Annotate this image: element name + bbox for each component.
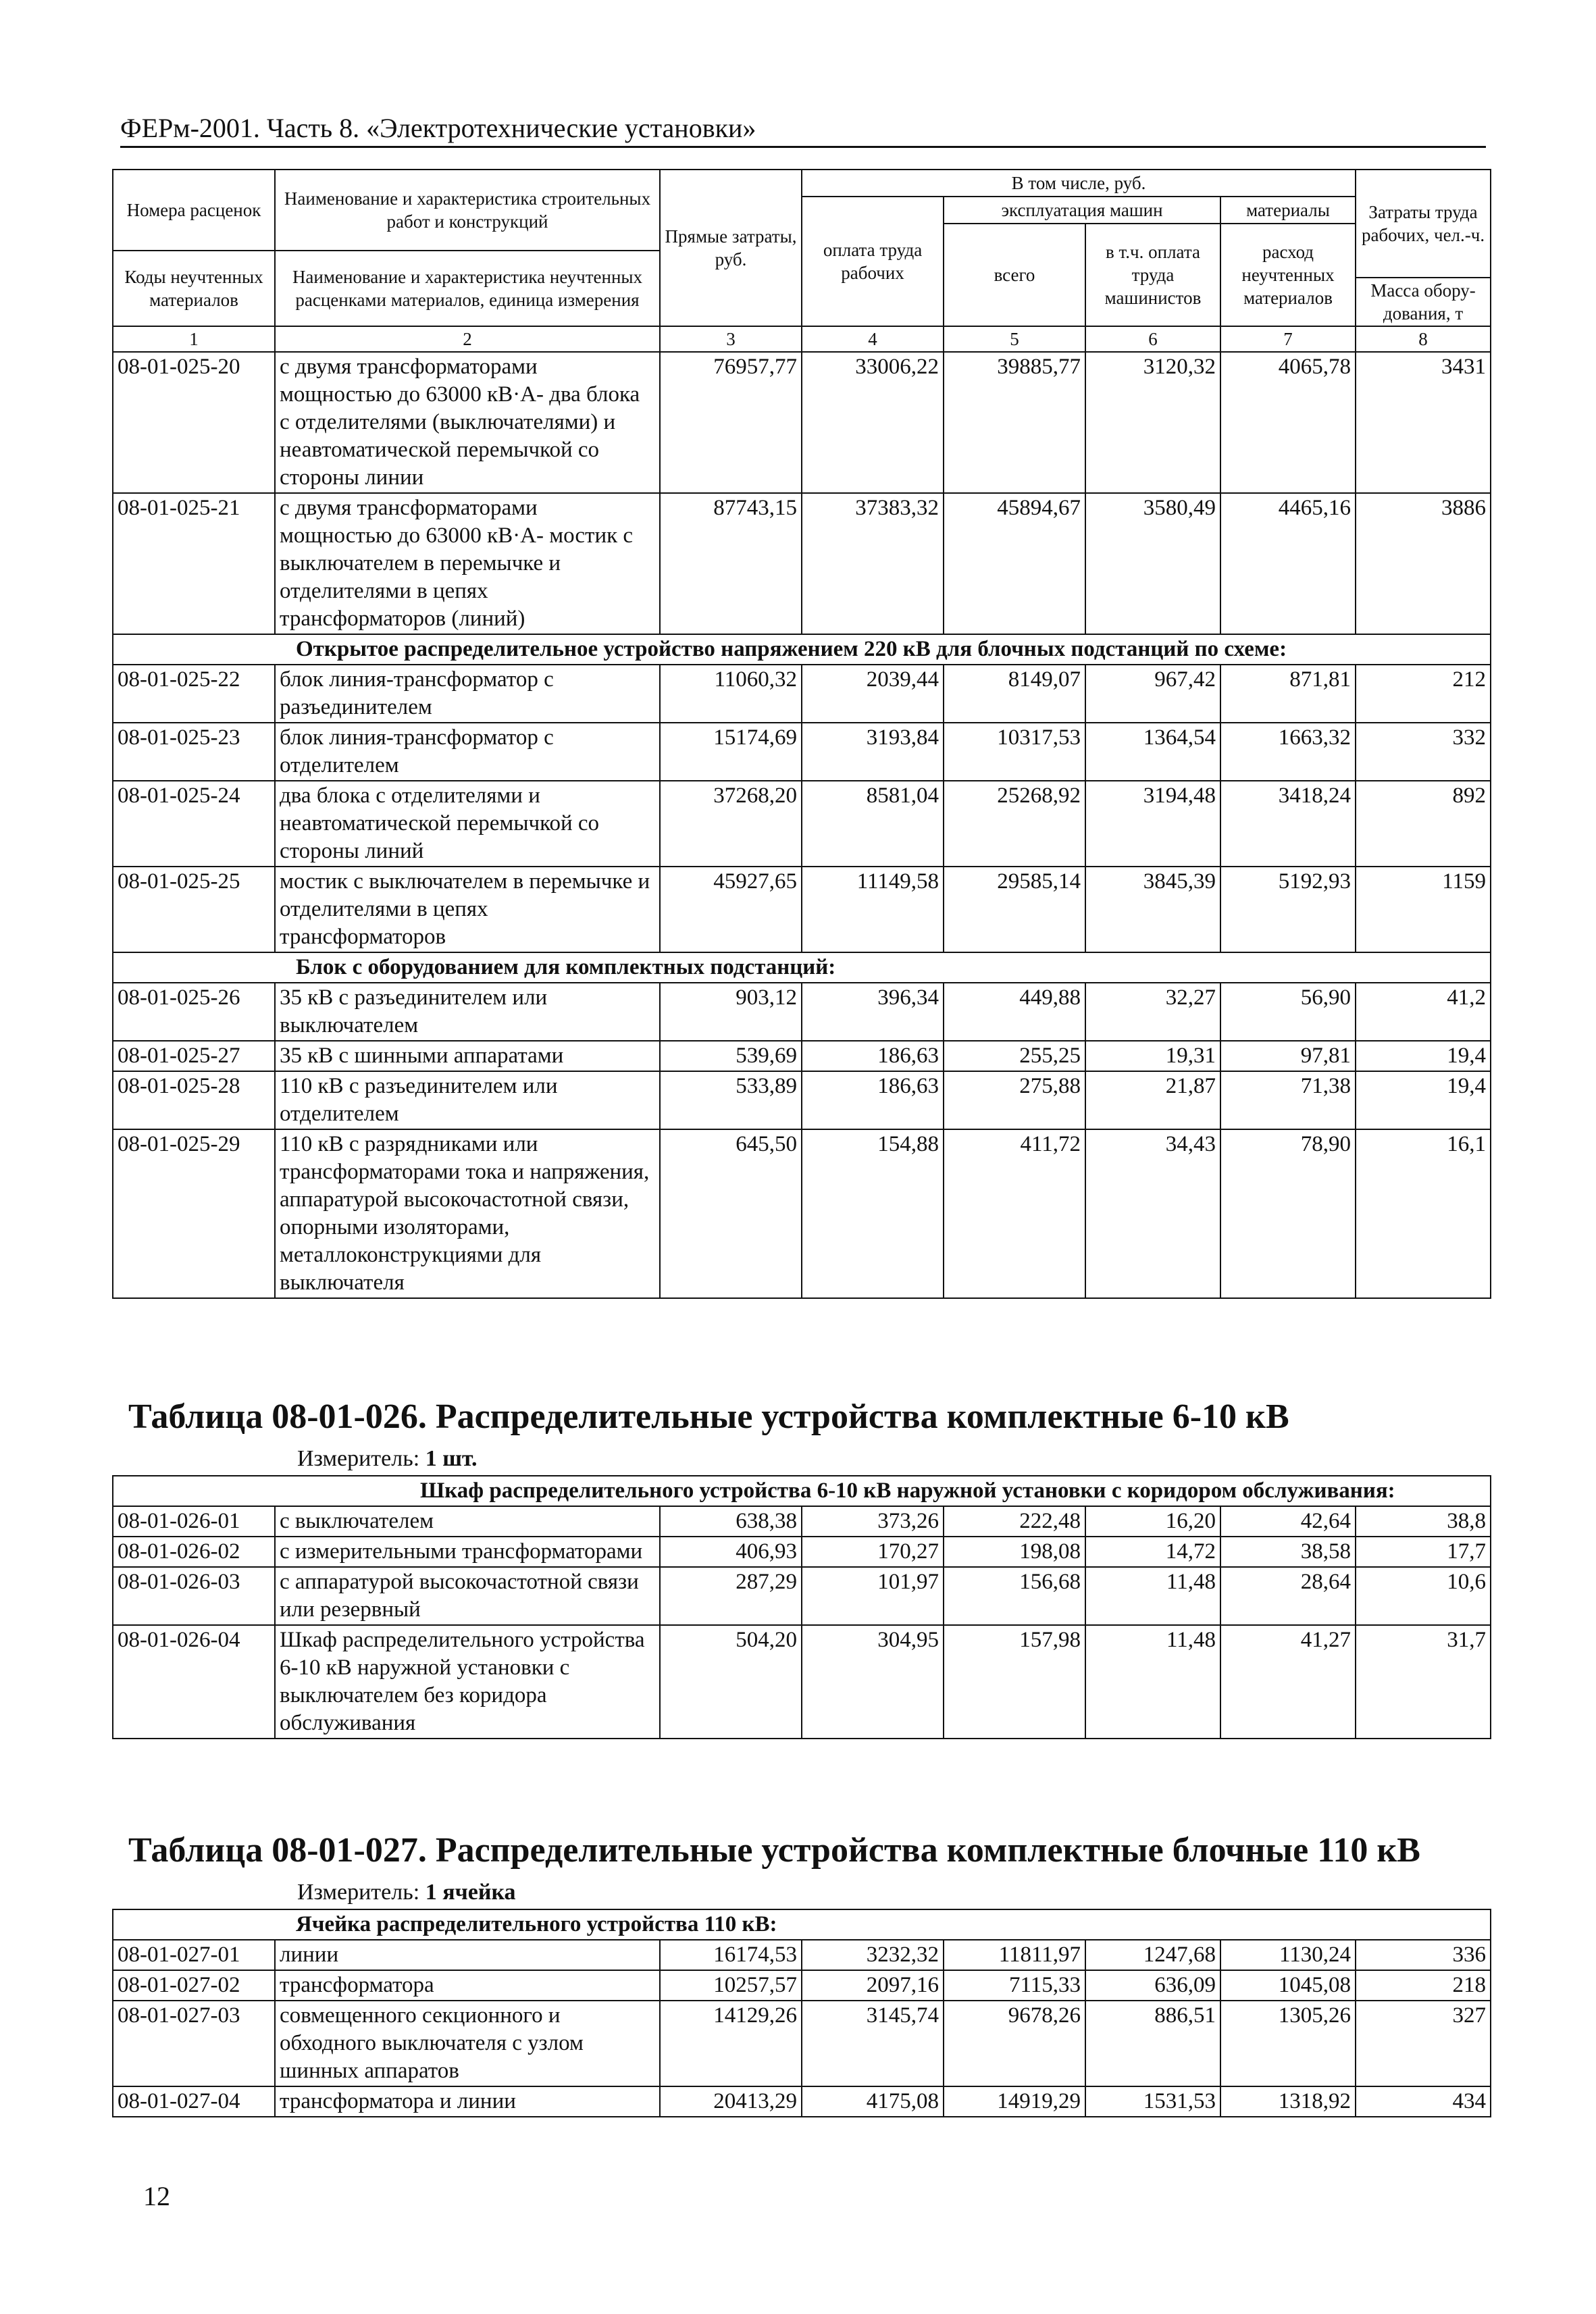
materials: 1045,08 (1220, 1970, 1356, 2001)
machines-total: 29585,14 (944, 867, 1085, 952)
machines-total: 10317,53 (944, 723, 1085, 781)
table-measure-027 (297, 1879, 516, 1906)
table-title-027: Таблица 08-01-027. Распределительные устройства комплектные блочные 110 кВ (128, 1831, 1420, 1870)
rate-name: с двумя трансформаторами мощностью до 63000 кВ·А- два блока с отделителями (выключателями) и неавтоматической перемычкой со стороны линии (275, 352, 660, 493)
col-header-machines-total: всего (944, 224, 1085, 326)
direct-costs: 539,69 (660, 1041, 802, 1071)
table-row (113, 493, 1491, 634)
section-row (113, 634, 1491, 665)
section-title: Шкаф распределительного устройства 6-10 кВ наружной установки с коридором обслуживания: (113, 1476, 1491, 1506)
rate-code: 08-01-025-29 (113, 1129, 275, 1298)
machinist-pay: 16,20 (1085, 1506, 1220, 1537)
rate-code: 08-01-025-26 (113, 983, 275, 1041)
col-header-material-codes: Коды неучтенных материалов (113, 251, 275, 326)
table-row (113, 1129, 1491, 1298)
page-number: 12 (143, 2181, 170, 2211)
materials: 1318,92 (1220, 2086, 1356, 2117)
rate-code: 08-01-026-03 (113, 1567, 275, 1625)
materials: 78,90 (1220, 1129, 1356, 1298)
machines-total: 39885,77 (944, 352, 1085, 493)
worker-pay: 2097,16 (802, 1970, 944, 2001)
machines-total: 8149,07 (944, 665, 1085, 723)
machines-total: 14919,29 (944, 2086, 1085, 2117)
table-row (113, 1071, 1491, 1129)
worker-pay: 8581,04 (802, 781, 944, 867)
machinist-pay: 3580,49 (1085, 493, 1220, 634)
machinist-pay: 967,42 (1085, 665, 1220, 723)
table-row (113, 781, 1491, 867)
labor-costs: 38,8 (1356, 1506, 1491, 1537)
machines-total: 11811,97 (944, 1940, 1085, 1970)
col-number: 8 (1356, 326, 1491, 352)
rate-name: линии (275, 1940, 660, 1970)
col-number: 1 (113, 326, 275, 352)
rate-name: два блока с отделителями и неавтоматической перемычкой со стороны линий (275, 781, 660, 867)
labor-costs: 31,7 (1356, 1625, 1491, 1739)
rates-table-025 (112, 169, 1491, 1299)
rates-table-027 (112, 1909, 1491, 2117)
materials: 1305,26 (1220, 2001, 1356, 2086)
direct-costs: 504,20 (660, 1625, 802, 1739)
measure-value: 1 шт. (425, 1446, 478, 1471)
worker-pay: 304,95 (802, 1625, 944, 1739)
rate-code: 08-01-027-01 (113, 1940, 275, 1970)
labor-costs: 10,6 (1356, 1567, 1491, 1625)
direct-costs: 11060,32 (660, 665, 802, 723)
rate-name: с измерительными трансформаторами (275, 1537, 660, 1567)
machines-total: 198,08 (944, 1537, 1085, 1567)
labor-costs: 1159 (1356, 867, 1491, 952)
rate-code: 08-01-025-28 (113, 1071, 275, 1129)
table-row (113, 1625, 1491, 1739)
machinist-pay: 3194,48 (1085, 781, 1220, 867)
worker-pay: 154,88 (802, 1129, 944, 1298)
rate-name: 35 кВ с шинными аппаратами (275, 1041, 660, 1071)
rate-code: 08-01-026-02 (113, 1537, 275, 1567)
machines-total: 45894,67 (944, 493, 1085, 634)
machinist-pay: 14,72 (1085, 1537, 1220, 1567)
table-row (113, 665, 1491, 723)
rate-code: 08-01-027-02 (113, 1970, 275, 2001)
table-row (113, 1506, 1491, 1537)
direct-costs: 533,89 (660, 1071, 802, 1129)
table-row (113, 352, 1491, 493)
labor-costs: 16,1 (1356, 1129, 1491, 1298)
rate-name: блок линия-трансформатор с разъединителем (275, 665, 660, 723)
section-row (113, 1476, 1491, 1506)
col-header-labor-costs: Затраты труда рабочих, чел.-ч. (1356, 170, 1491, 278)
machines-total: 449,88 (944, 983, 1085, 1041)
machines-total: 25268,92 (944, 781, 1085, 867)
rate-code: 08-01-025-25 (113, 867, 275, 952)
table-row (113, 2001, 1491, 2086)
rate-code: 08-01-026-01 (113, 1506, 275, 1537)
materials: 4065,78 (1220, 352, 1356, 493)
table-row (113, 723, 1491, 781)
col-header-machine-operation: эксплуатация машин (944, 197, 1220, 224)
section-row (113, 1909, 1491, 1940)
labor-costs: 332 (1356, 723, 1491, 781)
col-number: 4 (802, 326, 944, 352)
table-row (113, 2086, 1491, 2117)
col-number: 3 (660, 326, 802, 352)
worker-pay: 3145,74 (802, 2001, 944, 2086)
machinist-pay: 1531,53 (1085, 2086, 1220, 2117)
col-header-machinist-pay: в т.ч. оплата труда машинистов (1085, 224, 1220, 326)
worker-pay: 3232,32 (802, 1940, 944, 1970)
direct-costs: 45927,65 (660, 867, 802, 952)
materials: 5192,93 (1220, 867, 1356, 952)
rate-name: мостик с выключателем в перемычке и отделителями в цепях трансформаторов (275, 867, 660, 952)
rate-name: 110 кВ с разъединителем или отделителем (275, 1071, 660, 1129)
materials: 3418,24 (1220, 781, 1356, 867)
worker-pay: 101,97 (802, 1567, 944, 1625)
machinist-pay: 1247,68 (1085, 1940, 1220, 1970)
direct-costs: 406,93 (660, 1537, 802, 1567)
table-title-026: Таблица 08-01-026. Распределительные устройства комплектные 6-10 кВ (128, 1397, 1289, 1436)
direct-costs: 20413,29 (660, 2086, 802, 2117)
table-column-header (113, 170, 1491, 352)
direct-costs: 10257,57 (660, 1970, 802, 2001)
machinist-pay: 11,48 (1085, 1625, 1220, 1739)
labor-costs: 892 (1356, 781, 1491, 867)
worker-pay: 4175,08 (802, 2086, 944, 2117)
machines-total: 9678,26 (944, 2001, 1085, 2086)
labor-costs: 19,4 (1356, 1071, 1491, 1129)
machinist-pay: 886,51 (1085, 2001, 1220, 2086)
section-title: Открытое распределительное устройство напряжением 220 кВ для блочных подстанций по схеме: (113, 634, 1491, 665)
col-header-equipment-mass: Масса обору-дования, т (1356, 278, 1491, 326)
direct-costs: 903,12 (660, 983, 802, 1041)
col-header-rate-number: Номера расценок (113, 170, 275, 251)
rate-code: 08-01-025-20 (113, 352, 275, 493)
labor-costs: 19,4 (1356, 1041, 1491, 1071)
materials: 41,27 (1220, 1625, 1356, 1739)
direct-costs: 37268,20 (660, 781, 802, 867)
labor-costs: 17,7 (1356, 1537, 1491, 1567)
rate-name: 35 кВ с разъединителем или выключателем (275, 983, 660, 1041)
rate-name: блок линия-трансформатор с отделителем (275, 723, 660, 781)
machinist-pay: 11,48 (1085, 1567, 1220, 1625)
table-row (113, 1567, 1491, 1625)
machinist-pay: 636,09 (1085, 1970, 1220, 2001)
materials: 871,81 (1220, 665, 1356, 723)
labor-costs: 327 (1356, 2001, 1491, 2086)
section-title: Ячейка распределительного устройства 110 кВ: (113, 1909, 1491, 1940)
worker-pay: 11149,58 (802, 867, 944, 952)
table-row (113, 867, 1491, 952)
col-header-work-name: Наименование и характеристика строительных работ и конструкций (275, 170, 660, 251)
direct-costs: 87743,15 (660, 493, 802, 634)
materials: 28,64 (1220, 1567, 1356, 1625)
worker-pay: 2039,44 (802, 665, 944, 723)
labor-costs: 41,2 (1356, 983, 1491, 1041)
rate-name: с двумя трансформаторами мощностью до 63000 кВ·А- мостик с выключателем в перемычке и отделителями в цепях трансформаторов (линий) (275, 493, 660, 634)
rate-code: 08-01-025-23 (113, 723, 275, 781)
labor-costs: 212 (1356, 665, 1491, 723)
table-row (113, 1041, 1491, 1071)
measure-value: 1 ячейка (425, 1880, 516, 1905)
worker-pay: 37383,32 (802, 493, 944, 634)
rate-code: 08-01-025-21 (113, 493, 275, 634)
rate-name: с аппаратурой высокочастотной связи или резервный (275, 1567, 660, 1625)
materials: 56,90 (1220, 983, 1356, 1041)
col-number: 7 (1220, 326, 1356, 352)
machinist-pay: 1364,54 (1085, 723, 1220, 781)
table-row (113, 983, 1491, 1041)
machinist-pay: 19,31 (1085, 1041, 1220, 1071)
materials: 42,64 (1220, 1506, 1356, 1537)
materials: 71,38 (1220, 1071, 1356, 1129)
worker-pay: 373,26 (802, 1506, 944, 1537)
direct-costs: 645,50 (660, 1129, 802, 1298)
direct-costs: 14129,26 (660, 2001, 802, 2086)
direct-costs: 638,38 (660, 1506, 802, 1537)
rate-code: 08-01-025-22 (113, 665, 275, 723)
machines-total: 255,25 (944, 1041, 1085, 1071)
rate-name: с выключателем (275, 1506, 660, 1537)
materials: 97,81 (1220, 1041, 1356, 1071)
rate-code: 08-01-025-27 (113, 1041, 275, 1071)
measure-label: Измеритель: (297, 1446, 426, 1471)
machinist-pay: 3845,39 (1085, 867, 1220, 952)
machines-total: 7115,33 (944, 1970, 1085, 2001)
rate-code: 08-01-025-24 (113, 781, 275, 867)
machines-total: 275,88 (944, 1071, 1085, 1129)
table-row (113, 1537, 1491, 1567)
direct-costs: 76957,77 (660, 352, 802, 493)
rate-code: 08-01-027-03 (113, 2001, 275, 2086)
rate-name: совмещенного секционного и обходного выключателя с узлом шинных аппаратов (275, 2001, 660, 2086)
worker-pay: 396,34 (802, 983, 944, 1041)
materials: 38,58 (1220, 1537, 1356, 1567)
rates-table-026 (112, 1475, 1491, 1739)
table-measure-026 (297, 1445, 478, 1472)
section-row (113, 952, 1491, 983)
col-number: 5 (944, 326, 1085, 352)
rate-name: трансформатора и линии (275, 2086, 660, 2117)
labor-costs: 336 (1356, 1940, 1491, 1970)
page-header: ФЕРм-2001. Часть 8. «Электротехнические установки» (120, 113, 1486, 148)
worker-pay: 33006,22 (802, 352, 944, 493)
machinist-pay: 3120,32 (1085, 352, 1220, 493)
rate-name: 110 кВ с разрядниками или трансформаторами тока и напряжения, аппаратурой высокочастотной связи, опорными изоляторами, металлоконструкциями для выключателя (275, 1129, 660, 1298)
worker-pay: 186,63 (802, 1041, 944, 1071)
rate-name: Шкаф распределительного устройства 6-10 кВ наружной установки с выключателем без коридора обслуживания (275, 1625, 660, 1739)
col-number: 6 (1085, 326, 1220, 352)
rate-code: 08-01-026-04 (113, 1625, 275, 1739)
rate-name: трансформатора (275, 1970, 660, 2001)
section-title: Блок с оборудованием для комплектных подстанций: (113, 952, 1491, 983)
direct-costs: 16174,53 (660, 1940, 802, 1970)
machines-total: 411,72 (944, 1129, 1085, 1298)
direct-costs: 287,29 (660, 1567, 802, 1625)
measure-label: Измеритель: (297, 1880, 426, 1905)
machines-total: 156,68 (944, 1567, 1085, 1625)
machines-total: 157,98 (944, 1625, 1085, 1739)
labor-costs: 218 (1356, 1970, 1491, 2001)
rate-code: 08-01-027-04 (113, 2086, 275, 2117)
worker-pay: 170,27 (802, 1537, 944, 1567)
col-header-unaccounted-materials: расход неучтенных материалов (1220, 224, 1356, 326)
col-header-including: В том числе, руб. (802, 170, 1356, 197)
machinist-pay: 21,87 (1085, 1071, 1220, 1129)
col-number: 2 (275, 326, 660, 352)
col-header-worker-pay: оплата труда рабочих (802, 197, 944, 326)
col-header-direct-costs: Прямые затраты, руб. (660, 170, 802, 326)
worker-pay: 3193,84 (802, 723, 944, 781)
machinist-pay: 32,27 (1085, 983, 1220, 1041)
materials: 1130,24 (1220, 1940, 1356, 1970)
machinist-pay: 34,43 (1085, 1129, 1220, 1298)
col-header-materials: материалы (1220, 197, 1356, 224)
labor-costs: 434 (1356, 2086, 1491, 2117)
labor-costs: 3431 (1356, 352, 1491, 493)
col-header-material-name: Наименование и характеристика неучтенных расценками материалов, единица измерения (275, 251, 660, 326)
table-row (113, 1940, 1491, 1970)
direct-costs: 15174,69 (660, 723, 802, 781)
machines-total: 222,48 (944, 1506, 1085, 1537)
materials: 1663,32 (1220, 723, 1356, 781)
worker-pay: 186,63 (802, 1071, 944, 1129)
labor-costs: 3886 (1356, 493, 1491, 634)
materials: 4465,16 (1220, 493, 1356, 634)
table-row (113, 1970, 1491, 2001)
